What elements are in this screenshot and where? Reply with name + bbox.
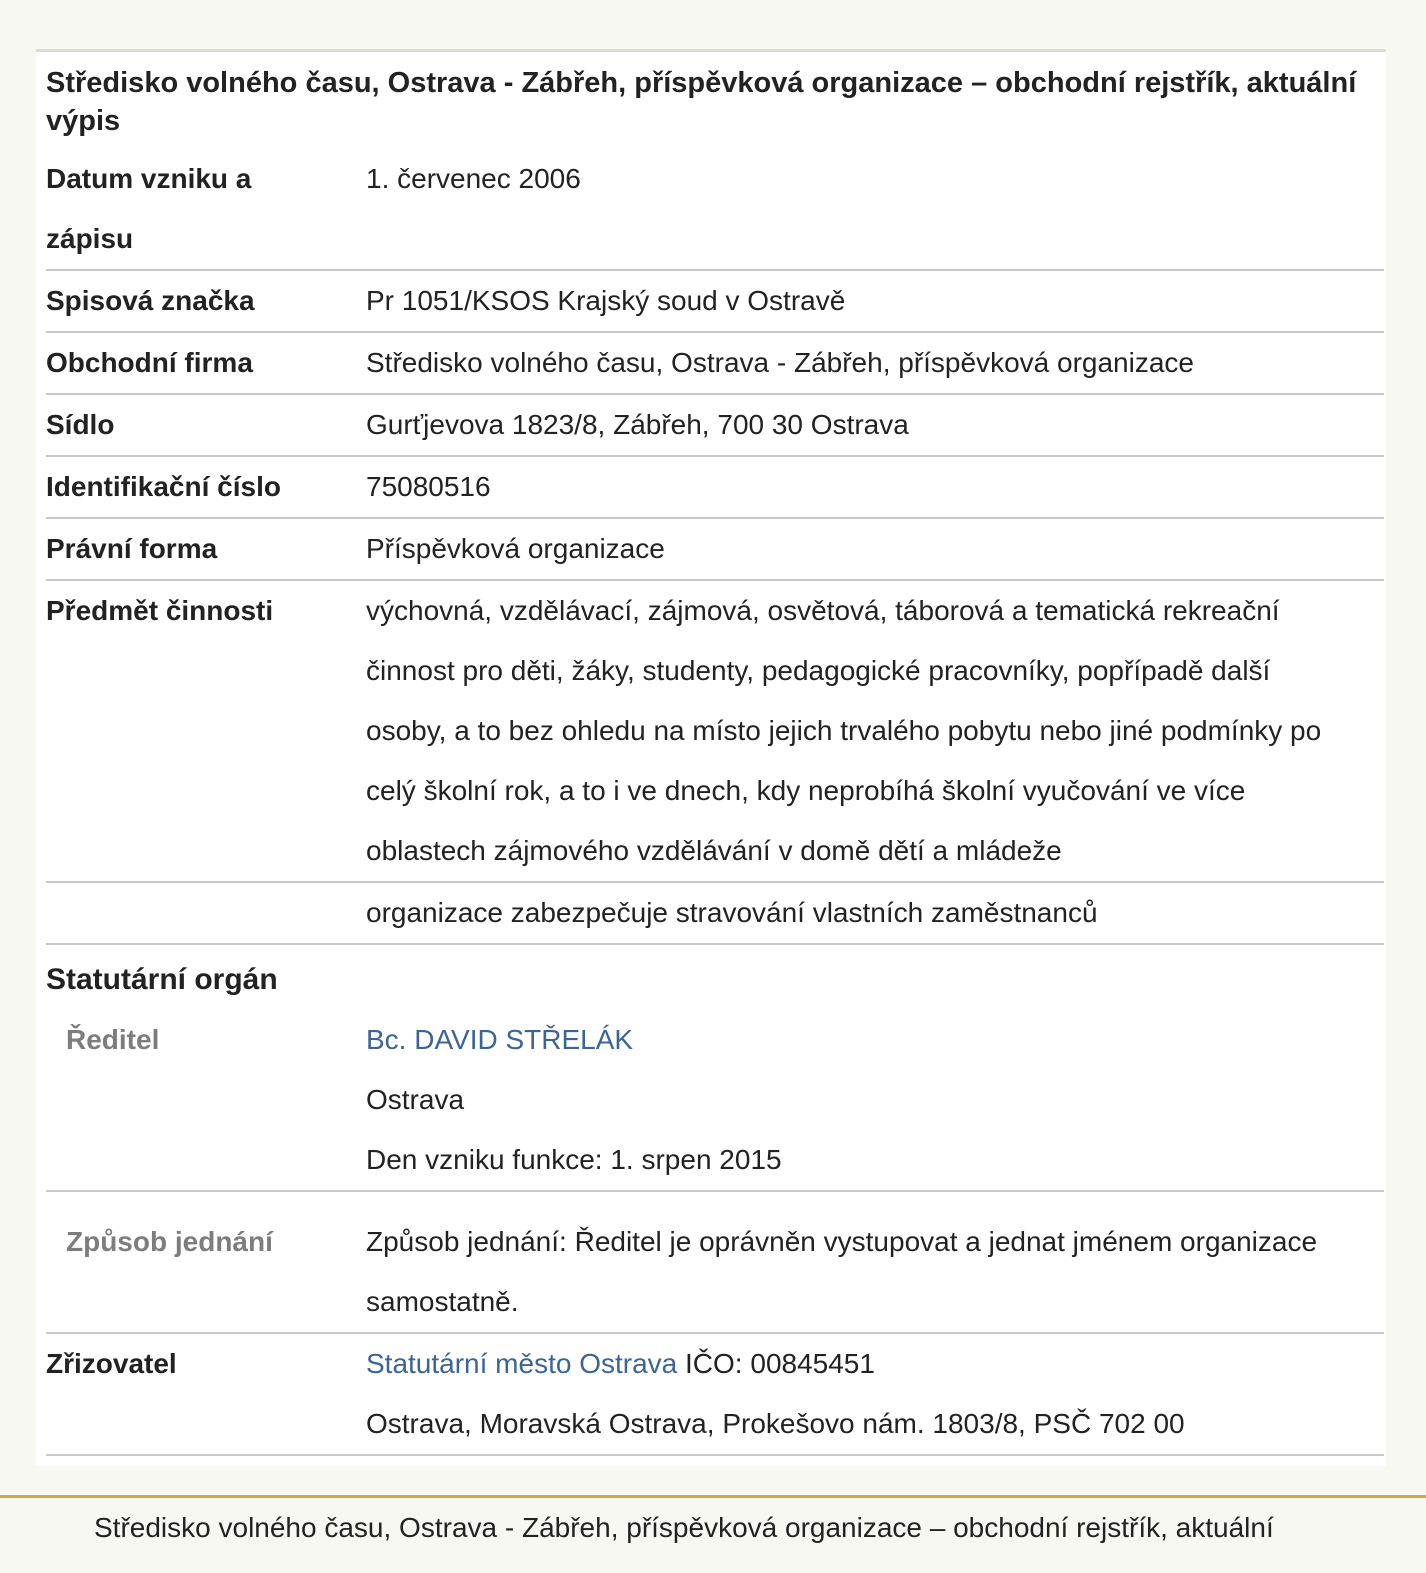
footer-title: Středisko volného času, Ostrava - Zábřeh, příspěvková organizace – obchodní rejstřík, aktuální [94, 1512, 1274, 1543]
reditel-city: Ostrava [366, 1084, 465, 1115]
row-predmet-cinnosti [46, 581, 1384, 883]
label-ico: Identifikační číslo [46, 471, 281, 502]
row-sidlo [46, 395, 1384, 457]
row-obchodni-firma [46, 333, 1384, 395]
label-reditel: Ředitel [66, 1024, 160, 1055]
label-pravni-forma: Právní forma [46, 533, 218, 564]
value-obchodni-firma: Středisko volného času, Ostrava - Zábřeh, příspěvková organizace [366, 347, 1194, 378]
value-sidlo: Gurťjevova 1823/8, Zábřeh, 700 30 Ostrava [366, 409, 909, 440]
reditel-name-link[interactable]: Bc. DAVID STŘELÁK [366, 1024, 634, 1055]
row-spisova-znacka [46, 271, 1384, 333]
value-zrizovatel [366, 1334, 1391, 1454]
value-ico: 75080516 [366, 471, 491, 502]
value-spisova-znacka: Pr 1051/KSOS Krajský soud v Ostravě [366, 285, 846, 316]
reditel-since: Den vzniku funkce: 1. srpen 2015 [366, 1144, 782, 1175]
registry-card [36, 49, 1386, 1466]
value-predmet-cinnosti-2: organizace zabezpečuje stravování vlastních zaměstnanců [366, 897, 1098, 928]
value-reditel [366, 1010, 1391, 1190]
label-sidlo: Sídlo [46, 409, 115, 440]
label-spisova-znacka: Spisová značka [46, 285, 255, 316]
row-zpusob-jednani [46, 1212, 1384, 1334]
label-predmet-cinnosti: Předmět činnosti [46, 595, 274, 626]
page-title: Středisko volného času, Ostrava - Zábřeh, příspěvková organizace – obchodní rejstřík, aktuální výpis [46, 67, 1357, 137]
row-predmet-cinnosti-2 [46, 883, 1384, 945]
row-datum-vzniku [46, 149, 1384, 271]
zrizovatel-address: Ostrava, Moravská Ostrava, Prokešovo nám. 1803/8, PSČ 702 00 [366, 1408, 1185, 1439]
value-predmet-cinnosti: výchovná, vzdělávací, zájmová, osvětová, táborová a tematická rekreační činnost pro děti, žáky, studenty, pedagogické pracovníky, popřípadě další osoby, a to bez ohledu na místo jejich trvalého pobytu nebo jiné podmínky po celý školní rok, a to i ve dnech, kdy neprobíhá školní vyučování ve více oblastech zájmového vzdělávání v domě dětí a mládeže [366, 595, 1322, 866]
label-datum-vzniku: Datum vzniku a zápisu [46, 163, 252, 254]
label-obchodni-firma: Obchodní firma [46, 347, 253, 378]
row-pravni-forma [46, 519, 1384, 581]
value-zpusob-jednani: Způsob jednání: Ředitel je oprávněn vystupovat a jednat jménem organizace samostatně. [366, 1226, 1318, 1317]
label-zrizovatel: Zřizovatel [46, 1348, 177, 1379]
zrizovatel-ico: IČO: 00845451 [685, 1348, 875, 1379]
row-zrizovatel [46, 1334, 1384, 1456]
value-pravni-forma: Příspěvková organizace [366, 533, 665, 564]
label-zpusob-jednani: Způsob jednání [66, 1226, 273, 1257]
row-reditel [46, 1010, 1384, 1192]
footer-bar [0, 1495, 1426, 1573]
row-ico [46, 457, 1384, 519]
zrizovatel-name-link[interactable]: Statutární město Ostrava [366, 1348, 678, 1379]
section-heading-statutarni-organ: Statutární orgán [46, 963, 278, 996]
value-datum-vzniku: 1. červenec 2006 [366, 163, 581, 194]
